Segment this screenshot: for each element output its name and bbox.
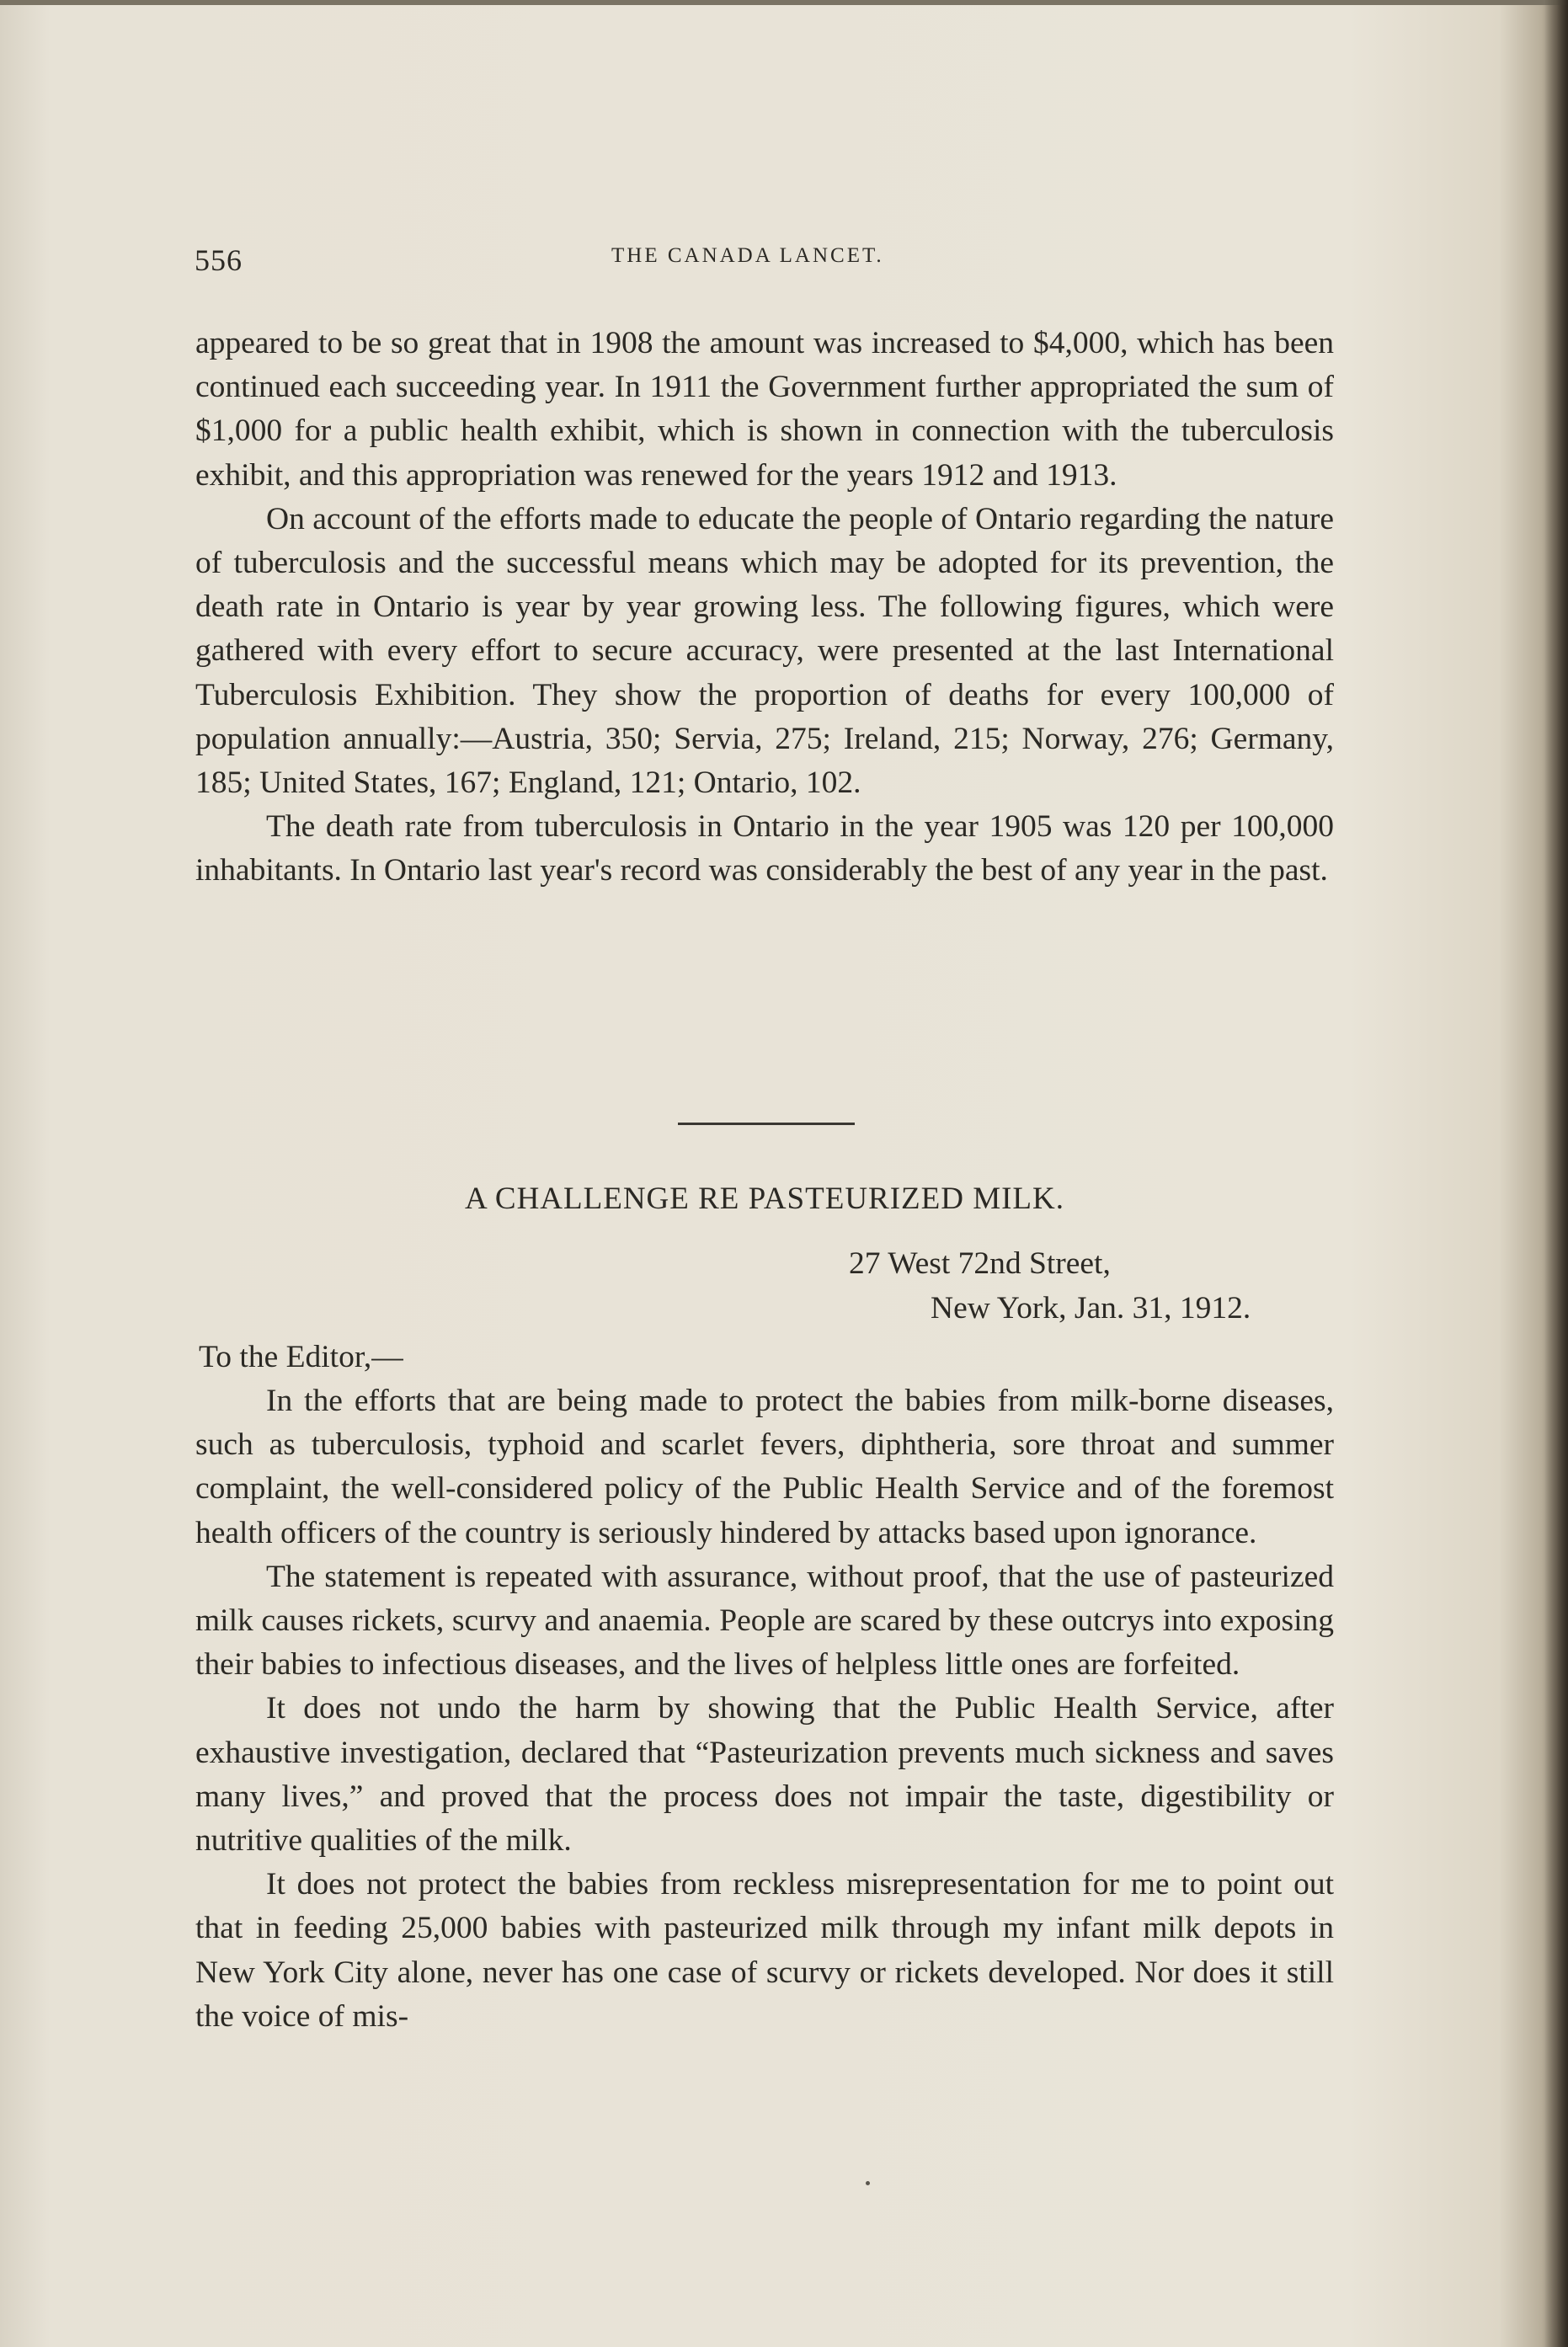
- page-binding-shadow: [1544, 0, 1568, 2347]
- article-body: [195, 1379, 1334, 2039]
- paragraph: The statement is repeated with assurance, without proof, that the use of pasteurized milk causes rickets, scurvy and anaemia. People are scared by these outcrys into exposing their babies to infectious diseases, and the lives of helpless little ones are forfeited.: [195, 1559, 1334, 1683]
- address-line-2: New York, Jan. 31, 1912.: [931, 1291, 1251, 1326]
- salutation: To the Editor,—: [199, 1340, 403, 1374]
- paragraph: In the efforts that are being made to protect the babies from milk-borne diseases, such as tuberculosis, typhoid and scarlet fevers, diphtheria, sore throat and summer complaint, the well-considered policy of the Public Health Service and of the foremost health officers of the country is seriously hindered by attacks based upon ignorance.: [195, 1384, 1334, 1550]
- article-title: A CHALLENGE RE PASTEURIZED MILK.: [464, 1182, 1065, 1216]
- paragraph: On account of the efforts made to educate the people of Ontario regarding the nature of tuberculosis and the successful means which may be adopted for its prevention, the death rate in Ontario is year by year growing less. The following figures, which were gathered with every effort to secure accuracy, were presented at the last International Tuberculosis Exhibition. They show the proportion of deaths for every 100,000 of population annually:—Austria, 350; Servia, 275; Ireland, 215; Norway, 276; Germany, 185; United States, 167; England, 121; Ontario, 102.: [195, 501, 1334, 801]
- paragraph: It does not undo the harm by showing that the Public Health Service, after exhaustive investigation, declared that “Pasteurization prevents much sickness and saves many lives,” and proved that the process does not impair the taste, digestibility or nutritive qualities of the milk.: [195, 1691, 1334, 1859]
- paragraph: It does not protect the babies from reckless misrepresentation for me to point out that in feeding 25,000 babies with pasteurized milk through my infant milk depots in New York City alone, never has one case of scurvy or rickets developed. Nor does it still the voice of mis-: [195, 1867, 1334, 2034]
- paragraph: The death rate from tuberculosis in Ontario in the year 1905 was 120 per 100,000 inhabitants. In Ontario last year's record was considerably the best of any year in the past.: [195, 809, 1334, 888]
- running-head: THE CANADA LANCET.: [611, 244, 884, 267]
- page-number: 556: [195, 243, 243, 277]
- section-one-text: [195, 322, 1334, 893]
- printing-speck: [866, 2181, 870, 2185]
- page-top-edge: [0, 0, 1568, 5]
- page-header: [195, 243, 1357, 285]
- address-line-1: 27 West 72nd Street,: [849, 1246, 1111, 1281]
- paragraph: appeared to be so great that in 1908 the amount was increased to $4,000, which has been continued each succeeding year. In 1911 the Government further appropriated the sum of $1,000 for a public health exhibit, which is shown in connection with the tuberculosis exhibit, and this appropriation was renewed for the years 1912 and 1913.: [195, 326, 1334, 493]
- section-divider: [678, 1123, 855, 1125]
